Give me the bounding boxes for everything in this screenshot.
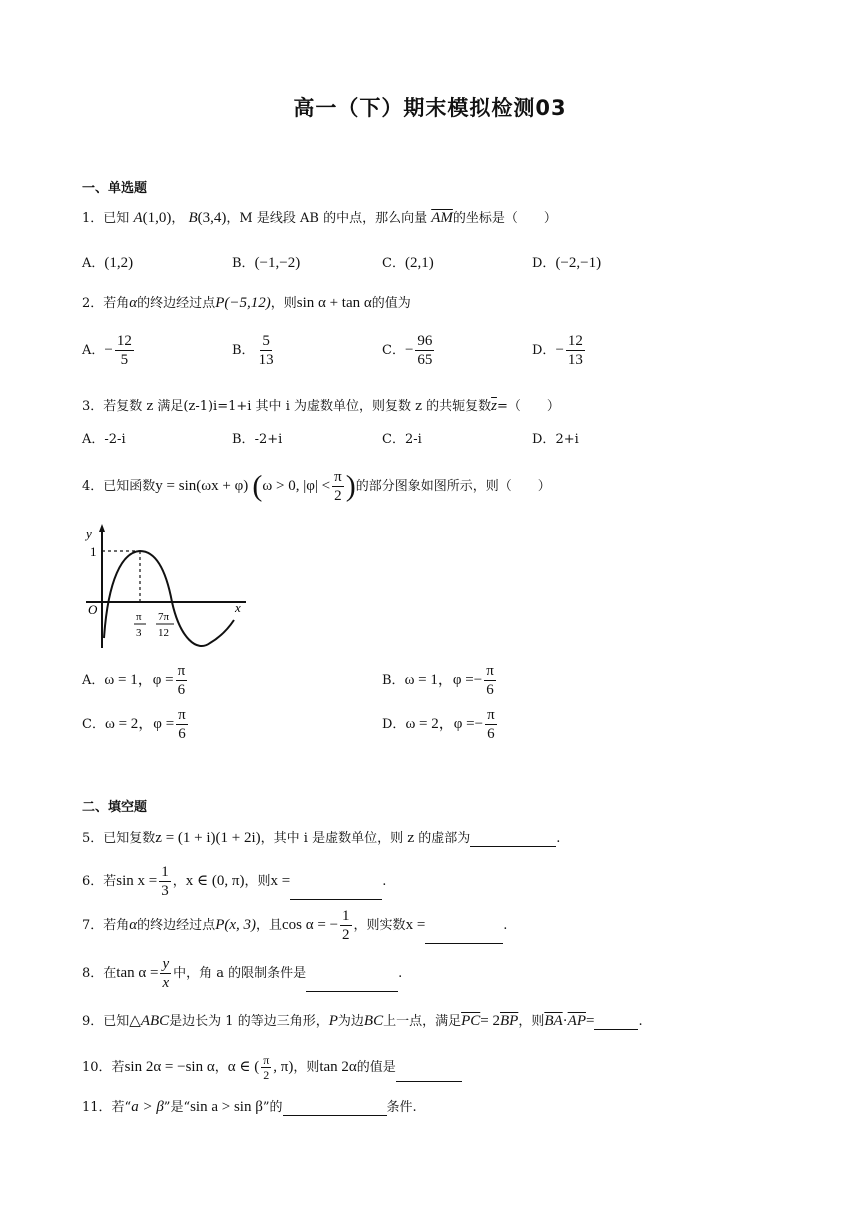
- q4-number: 4．: [82, 479, 104, 494]
- question-3: 3．若复数 z 满足(z-1)i=1+i 其中 i 为虚数单位，则复数 z 的共轭复数$\overline{z}=$（ ）: [82, 398, 560, 414]
- q2-option-c[interactable]: C．− $\frac{96}{65}$: [382, 333, 433, 368]
- q3-option-b[interactable]: B．-2+i: [232, 432, 283, 447]
- sine-graph-figure: [82, 520, 252, 650]
- vector-am: $\overline{AM}$: [431, 210, 453, 226]
- section-heading-fill-in: 二、填空题: [82, 800, 148, 815]
- q2-option-d[interactable]: D．− $\frac{12}{13}$: [532, 333, 583, 368]
- tick-7pi-12-den: 12: [158, 627, 169, 639]
- q3-option-d[interactable]: D．2+i: [532, 432, 579, 447]
- q4-option-b[interactable]: B．ω = 1，φ =− $\frac{\pi}{6}$: [382, 663, 494, 698]
- q1-number: 1．: [82, 211, 104, 226]
- q1-option-d[interactable]: D．(−2,−1): [532, 255, 602, 271]
- graph-label-origin: O: [88, 602, 98, 617]
- q11-answer-blank[interactable]: [283, 1101, 387, 1116]
- q1-option-c[interactable]: C．(2,1): [382, 255, 434, 271]
- q2-option-a[interactable]: A．− $\frac{12}{5}$: [82, 333, 132, 368]
- q5-answer-blank[interactable]: [470, 832, 556, 847]
- question-7: 7．若角α的终边经过点P(x, 3)，且cos α = − $\frac{1}{2}$ ，则实数x = .: [82, 908, 508, 943]
- q3-number: 3．: [82, 399, 104, 414]
- graph-label-one: 1: [90, 544, 97, 559]
- q1-option-a[interactable]: A．(1,2): [82, 255, 134, 271]
- q4-option-a[interactable]: A．ω = 1，φ = $\frac{\pi}{6}$: [82, 663, 186, 698]
- question-11: 11．若“a > β”是“sin a > sin β”的 条件.: [82, 1099, 417, 1115]
- question-2: 2．若角α的终边经过点P(−5,12)，则sin α + tan α的值为: [82, 295, 411, 311]
- q1-option-b[interactable]: B．(−1,−2): [232, 255, 301, 271]
- q10-answer-blank[interactable]: [396, 1067, 462, 1082]
- tick-pi-3-num: π: [136, 611, 142, 623]
- q8-answer-blank[interactable]: [306, 977, 398, 992]
- page-title: 高一（下）期末模拟检测03: [293, 96, 567, 120]
- graph-label-x: x: [235, 600, 241, 615]
- question-5: 5．已知复数z = (1 + i)(1 + 2i)，其中 i 是虚数单位，则 z 的虚部为 .: [82, 830, 561, 846]
- question-10: 10．若sin 2α = −sin α，α ∈ ( $\frac{\pi}{2}$ , π)，则tan 2α的值是: [82, 1053, 462, 1082]
- q6-answer-blank[interactable]: [290, 885, 382, 900]
- question-4: 4．已知函数y = sin(ωx + φ) (ω > 0, |φ| < $\frac{\pi}{2}$ )的部分图象如图所示，则（ ）: [82, 469, 551, 504]
- q9-answer-blank[interactable]: [594, 1015, 638, 1030]
- q4-option-d[interactable]: D．ω = 2，φ =− $\frac{\pi}{6}$: [382, 707, 495, 742]
- question-9: 9．已知△ABC是边长为 1 的等边三角形，P为边BC上一点，满足$\overline{PC}= 2\overline{BP}$，则$\overline{BA}\cdot\overline{AP}=$ .: [82, 1013, 643, 1029]
- q4-option-c[interactable]: C．ω = 2，φ = $\frac{\pi}{6}$: [82, 707, 186, 742]
- section-heading-single-choice: 一、单选题: [82, 181, 148, 196]
- q2-number: 2．: [82, 296, 104, 311]
- graph-label-y: y: [86, 526, 92, 541]
- tick-pi-3-den: 3: [136, 627, 142, 639]
- q3-option-a[interactable]: A．-2-i: [82, 432, 126, 447]
- tick-7pi-12-num: 7π: [158, 611, 170, 623]
- q7-answer-blank[interactable]: [425, 929, 503, 944]
- q2-option-b[interactable]: B． $\frac{5}{13}$: [232, 333, 274, 368]
- question-1: 1．已知 A(1,0)， B(3,4)，M 是线段 AB 的中点，那么向量 $\overline{AM}$的坐标是（ ）: [82, 210, 557, 226]
- question-6: 6．若sin x = $\frac{1}{3}$ ，x ∈ (0, π)，则x = .: [82, 864, 387, 899]
- q3-option-c[interactable]: C．2-i: [382, 432, 422, 447]
- question-8: 8．在tan α = $\frac{y}{x}$ 中，角 a 的限制条件是 .: [82, 956, 403, 991]
